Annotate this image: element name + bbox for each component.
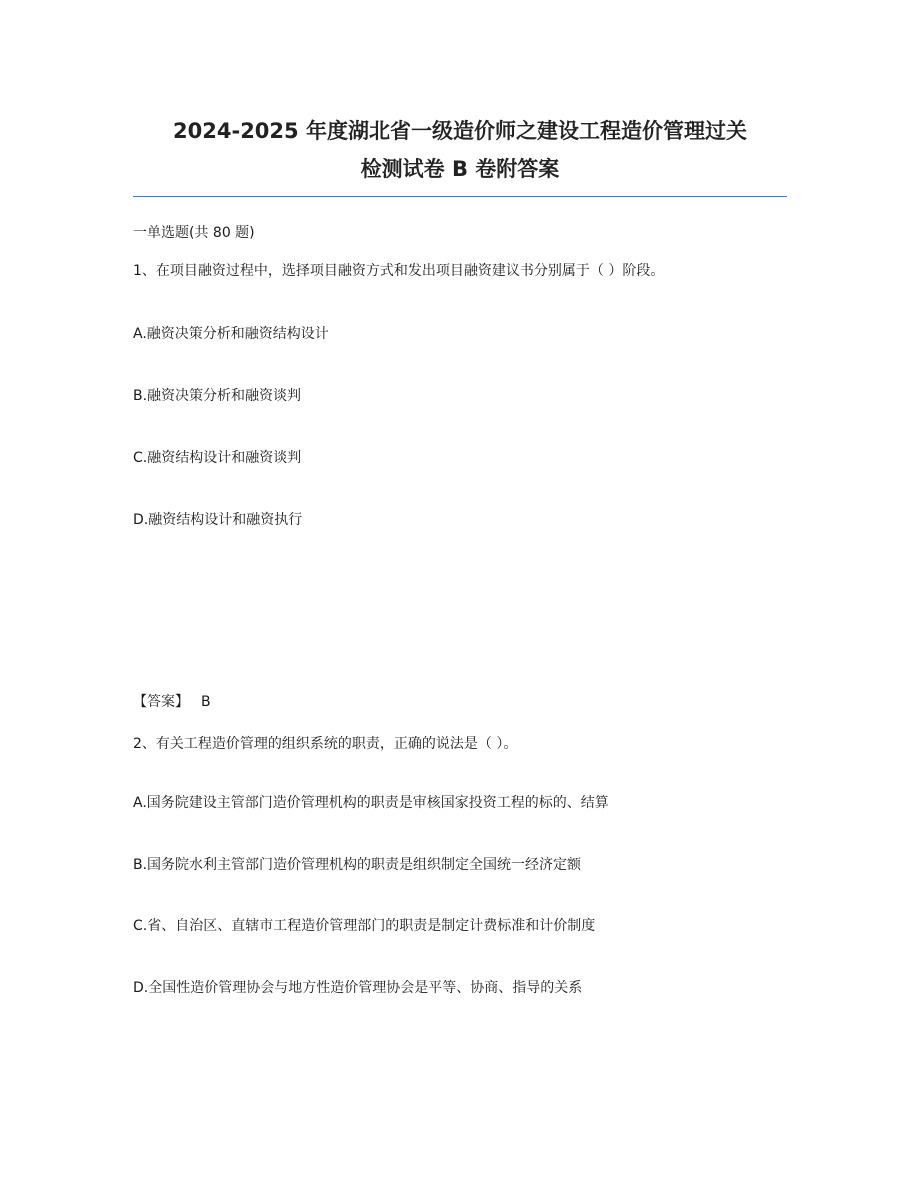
title-line-1: 2024-2025 年度湖北省一级造价师之建设工程造价管理过关 (173, 119, 747, 143)
question-1-option-d: D.融资结构设计和融资执行 (133, 512, 303, 528)
title-line-2: 检测试卷 B 卷附答案 (360, 157, 560, 181)
question-1-option-c: C.融资结构设计和融资谈判 (133, 450, 302, 466)
question-1-answer (133, 692, 211, 712)
question-1-option-a: A.融资决策分析和融资结构设计 (133, 326, 329, 342)
question-2-option-a: A.国务院建设主管部门造价管理机构的职责是审核国家投资工程的标的、结算 (133, 795, 609, 811)
question-1-option-b: B.融资决策分析和融资谈判 (133, 388, 302, 404)
question-2-option-d: D.全国性造价管理协会与地方性造价管理协会是平等、协商、指导的关系 (133, 980, 583, 996)
title-divider (133, 196, 787, 197)
question-2-option-c: C.省、自治区、直辖市工程造价管理部门的职责是制定计费标准和计价制度 (133, 918, 596, 934)
answer-label: 【答案】 (133, 694, 189, 710)
question-2-option-b: B.国务院水利主管部门造价管理机构的职责是组织制定全国统一经济定额 (133, 857, 582, 873)
question-2-stem: 2、有关工程造价管理的组织系统的职责，正确的说法是（ ）。 (133, 736, 518, 752)
question-1-stem: 1、在项目融资过程中，选择项目融资方式和发出项目融资建议书分别属于（ ）阶段。 (133, 263, 665, 279)
answer-value: B (201, 694, 211, 710)
document-title (130, 112, 790, 188)
section-heading: 一单选题(共 80 题) (133, 225, 255, 241)
